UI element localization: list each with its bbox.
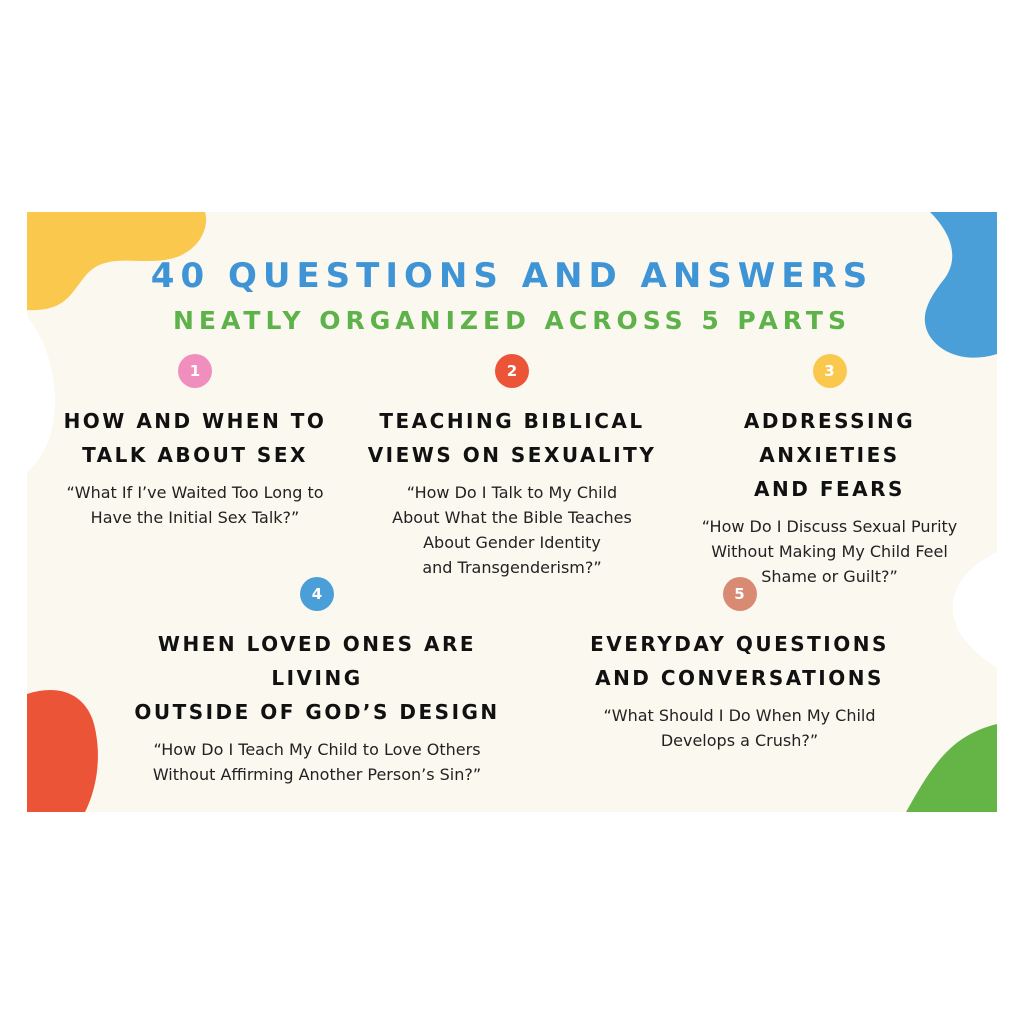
part-heading: EVERYDAY QUESTIONS AND CONVERSATIONS [590,632,889,690]
part-quote: “What If I’ve Waited Too Long to Have the Initial Sex Talk?” [66,483,324,527]
part-4 [117,577,517,787]
part-heading: ADDRESSING ANXIETIES AND FEARS [743,409,916,501]
part-quote: “What Should I Do When My Child Develops a Crush?” [603,706,876,750]
infographic-card [27,212,997,812]
part-number-badge: 4 [300,577,334,611]
part-number-badge: 3 [813,354,847,388]
part-quote: “How Do I Talk to My Child About What the Bible Teaches About Gender Identity and Transgenderism?” [392,483,632,577]
part-2 [357,354,667,580]
main-title: 40 QUESTIONS AND ANSWERS [150,256,874,296]
part-number-badge: 1 [178,354,212,388]
part-quote: “How Do I Discuss Sexual Purity Without Making My Child Feel Shame or Guilt?” [701,517,958,586]
part-1 [45,354,345,530]
red-blob [27,690,98,812]
part-number-badge: 2 [495,354,529,388]
part-3 [672,354,987,589]
part-heading: WHEN LOVED ONES ARE LIVING OUTSIDE OF GOD’S DESIGN [134,632,500,724]
part-heading: HOW AND WHEN TO TALK ABOUT SEX [63,409,327,467]
subtitle: NEATLY ORGANIZED ACROSS 5 PARTS [172,306,851,335]
part-heading: TEACHING BIBLICAL VIEWS ON SEXUALITY [367,409,657,467]
part-number-badge: 5 [723,577,757,611]
green-blob [906,724,997,812]
part-5 [587,577,892,753]
part-quote: “How Do I Teach My Child to Love Others Without Affirming Another Person’s Sin?” [152,740,482,784]
